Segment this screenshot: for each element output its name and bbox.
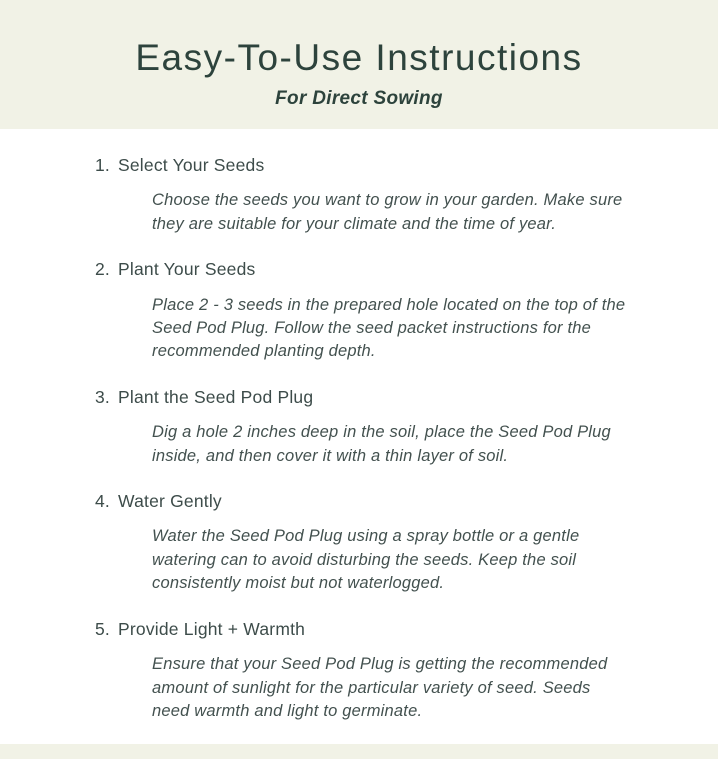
step-description: Water the Seed Pod Plug using a spray bottle or a gentle watering can to avoid disturbing the seeds. Keep the soil consistently moist but not waterlogged. (152, 527, 580, 593)
step-heading: Provide Light + Warmth (118, 618, 306, 639)
step-description: Ensure that your Seed Pod Plug is getting the recommended amount of sunlight for the particular variety of seed. Seeds need warmth and light to germinate. (152, 655, 608, 720)
page-subtitle: For Direct Sowing (275, 87, 443, 109)
step-heading-row (95, 489, 658, 514)
list-item (95, 257, 658, 364)
page-title: Easy-To-Use Instructions (135, 37, 583, 78)
step-description: Choose the seeds you want to grow in your garden. Make sure they are suitable for your climate and the time of year. (152, 191, 623, 233)
steps-list (0, 129, 718, 744)
footer-band (0, 744, 718, 759)
list-item (95, 385, 658, 468)
step-number: 4. (95, 491, 110, 512)
step-heading: Water Gently (118, 491, 222, 512)
step-heading-row (95, 617, 658, 642)
list-item (95, 617, 658, 724)
step-description: Dig a hole 2 inches deep in the soil, place the Seed Pod Plug inside, and then cover it with a thin layer of soil. (152, 423, 611, 465)
step-number: 1. (95, 155, 110, 175)
header (0, 0, 718, 129)
step-number: 5. (95, 618, 110, 639)
step-heading-row (95, 257, 658, 282)
step-heading: Select Your Seeds (118, 155, 265, 175)
step-description: Place 2 - 3 seeds in the prepared hole located on the top of the Seed Pod Plug. Follow the seed packet instructions for the recommended planting depth. (152, 295, 626, 361)
step-heading: Plant Your Seeds (118, 259, 256, 280)
step-heading-row (95, 153, 658, 178)
step-heading: Plant the Seed Pod Plug (118, 386, 314, 407)
step-heading-row (95, 385, 658, 410)
step-number: 3. (95, 386, 110, 407)
list-item (95, 489, 658, 596)
step-number: 2. (95, 259, 110, 280)
list-item (95, 153, 658, 236)
